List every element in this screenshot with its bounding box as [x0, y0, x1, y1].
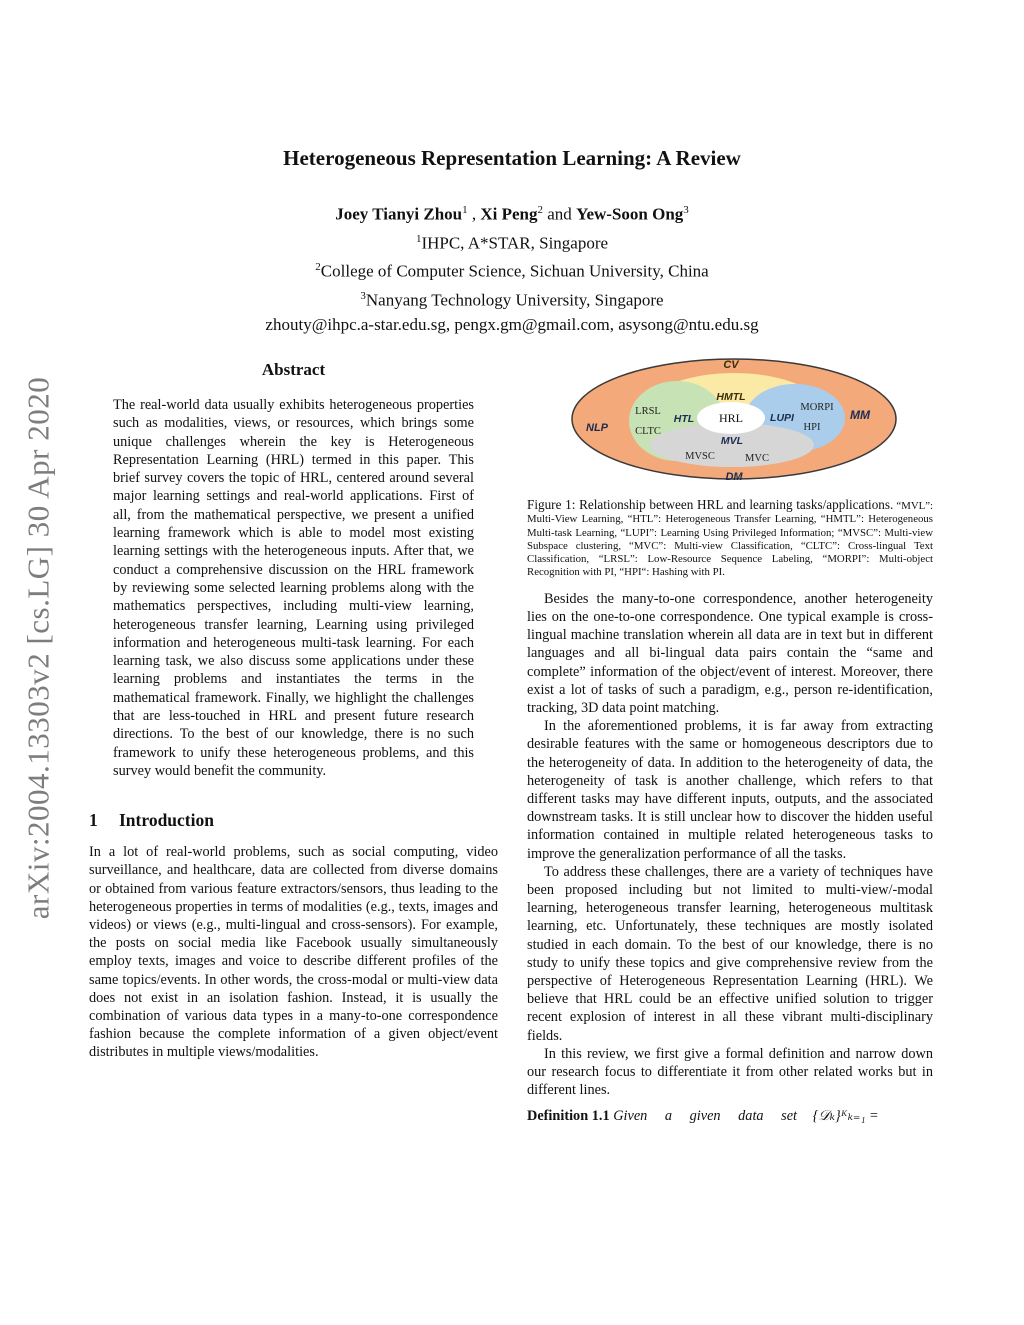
figure-1 [527, 352, 933, 492]
affiliation-sup: 3 [360, 289, 366, 302]
author-sup: 3 [683, 204, 689, 216]
definition-label: Definition 1.1 [527, 1108, 610, 1125]
author-line [0, 198, 1024, 227]
intro-paragraph: In a lot of real-world problems, such as social computing, video surveillance, and healthcare, data are collected from diverse domains or obtained from various feature extractors/sensors, thus leading to the heterogeneous properties in terms of modalities (e.g., texts, images and videos) or views (e.g., multi-lingual and cross-sensors). For example, the posts on social media like Facebook usually simultaneously employ texts, images and voice to describe different profiles of the same topics/events. In other words, the cross-modal or multi-view data does not exist in an isolation fashion. Instead, it is usually the combination of various data types in a many-to-one correspondence fashion because the complete information of a given object/event distributes in multiple views/modalities. [89, 844, 498, 1061]
affiliation-text: College of Computer Science, Sichuan University, China [320, 261, 709, 281]
label-dm: DM [725, 471, 743, 483]
arxiv-identifier [18, 352, 58, 944]
abstract-heading: Abstract [261, 360, 326, 379]
label-hrl: HRL [719, 411, 743, 425]
label-mvc: MVC [745, 453, 769, 464]
author-block [0, 198, 1024, 337]
author-name: Yew-Soon Ong [576, 204, 684, 224]
author-emails: zhouty@ihpc.a-star.edu.sg, pengx.gm@gmail.com, asysong@ntu.edu.sg [265, 314, 759, 334]
label-mvl: MVL [720, 435, 744, 447]
definition-1-1 [527, 1107, 933, 1125]
label-lupi: LUPI [770, 412, 794, 424]
body-paragraph: Besides the many-to-one correspondence, another heterogeneity lies on the one-to-one correspondence. One typical example is cross-lingual machine translation wherein all data are in text but in different languages and all bi-lingual data pairs contain the “same and complete” information of the object/event of interest. Moreover, there exist a lot of tasks of such a paradigm, e.g., person re-identification, tracking, 3D data point matching. [527, 590, 933, 716]
arxiv-identifier-text: arXiv:2004.13303v2 [cs.LG] 30 Apr 2020 [20, 376, 55, 920]
label-nlp: NLP [586, 422, 608, 434]
section-heading [89, 810, 498, 831]
label-lrsl: LRSL [635, 406, 661, 417]
affiliation-sup: 2 [315, 261, 321, 274]
affiliation [0, 255, 1024, 284]
label-cltc: CLTC [635, 426, 661, 437]
affiliation [0, 284, 1024, 313]
section-title: Introduction [119, 810, 214, 831]
label-hmtl: HMTL [716, 391, 746, 403]
body-paragraph: To address these challenges, there are a variety of techniques have been proposed including but not limited to multi-view/-modal learning, heterogeneous transfer learning, heterogeneous multitask learning, etc. Unfortunately, these techniques are mostly isolated studied in each domain. To the best of our knowledge, there is no study to unify these topics and give comprehensive review from the perspective of Heterogeneous Representation Learning (HRL). We believe that HRL could be an effective unified solution to trigger recent explosion of interest in all these vibrant multi-disciplinary fields. [527, 863, 933, 1044]
label-mvsc: MVSC [685, 451, 715, 462]
label-mm: MM [850, 408, 870, 422]
label-morpi: MORPI [800, 402, 834, 413]
body-paragraph: In the aforementioned problems, it is far away from extracting desirable features with the same or homogeneous descriptors due to the heterogeneity of data. In addition to the heterogeneity of data, the heterogeneity of task is another challenge, which refers to that different tasks may have different inputs, outputs, and the associated downstream tasks. It is still unclear how to discover the hidden useful information contained in multiple related heterogeneous tasks to improve the generalization performance of all the tasks. [527, 718, 933, 862]
author-name: Joey Tianyi Zhou [335, 204, 463, 224]
left-column [89, 360, 498, 1062]
section-number: 1 [89, 810, 98, 831]
definition-text: Given a given data set [613, 1108, 798, 1125]
body-paragraph: In this review, we first give a formal definition and narrow down our research focus to differentiate it from other related works but in different lines. [527, 1045, 933, 1099]
affiliation-sup: 1 [415, 232, 422, 245]
figure-caption-lead: Figure 1: Relationship between HRL and learning tasks/applications. [527, 497, 894, 512]
figure-caption-rest: “MVL”: Multi-View Learning, “HTL”: Heterogeneous Transfer Learning, “HMTL”: Heterogeneous Multi-task Learning, “LUPI”: Learning Using Privileged Information; “MVSC”: Multi-view Subspace clustering, “MVC”: Multi-view Classification, “CLTC”: Cross-lingual Text Classification, “LRSL”: Low-Resource Sequence Labeling, “MORPI”: Multi-object Recognition with PI, “HPI“: Hashing with PI. [527, 500, 933, 579]
author-separator: , [467, 204, 481, 224]
label-cv: CV [723, 359, 739, 371]
affiliation-text: Nanyang Technology University, Singapore [365, 290, 664, 310]
definition-math: {𝒟ₖ}ᴷₖ₌₁ = [812, 1108, 879, 1125]
abstract-text: The real-world data usually exhibits heterogeneous properties such as modalities, views, or resources, which brings some unique challenges wherein the key is Heterogeneous Representation Learning (HRL) termed in this paper. This brief survey covers the topic of HRL, centered around several major learning settings and real-world applications. First of all, from the mathematical perspective, we present a unified learning framework which is able to model most existing learning settings with the heterogeneous inputs. After that, we conduct a comprehensive discussion on the HRL framework by reviewing some selected learning problems along with the mathematics perspectives, including multi-view learning, heterogeneous transfer learning, Learning using privileged information and heterogeneous multi-task learning. For each learning task, we also discuss some applications under these learning problems and instantiates the terms in the mathematical framework. Finally, we highlight the challenges that are less-touched in HRL and present future research directions. To the best of our knowledge, there is no such framework to unify these heterogeneous problems, and this survey would benefit the community. [113, 397, 474, 779]
figure-caption [527, 498, 933, 580]
paper-title: Heterogeneous Representation Learning: A Review [283, 146, 741, 170]
hrl-diagram [527, 352, 933, 492]
author-sup: 2 [537, 204, 544, 216]
affiliation-text: IHPC, A*STAR, Singapore [421, 233, 609, 253]
label-hpi: HPI [803, 422, 821, 433]
author-sup: 1 [462, 204, 468, 216]
label-htl: HTL [673, 413, 695, 425]
author-name: Xi Peng [480, 204, 538, 224]
affiliation [0, 227, 1024, 256]
author-and: and [543, 204, 577, 224]
right-column [527, 352, 933, 1125]
